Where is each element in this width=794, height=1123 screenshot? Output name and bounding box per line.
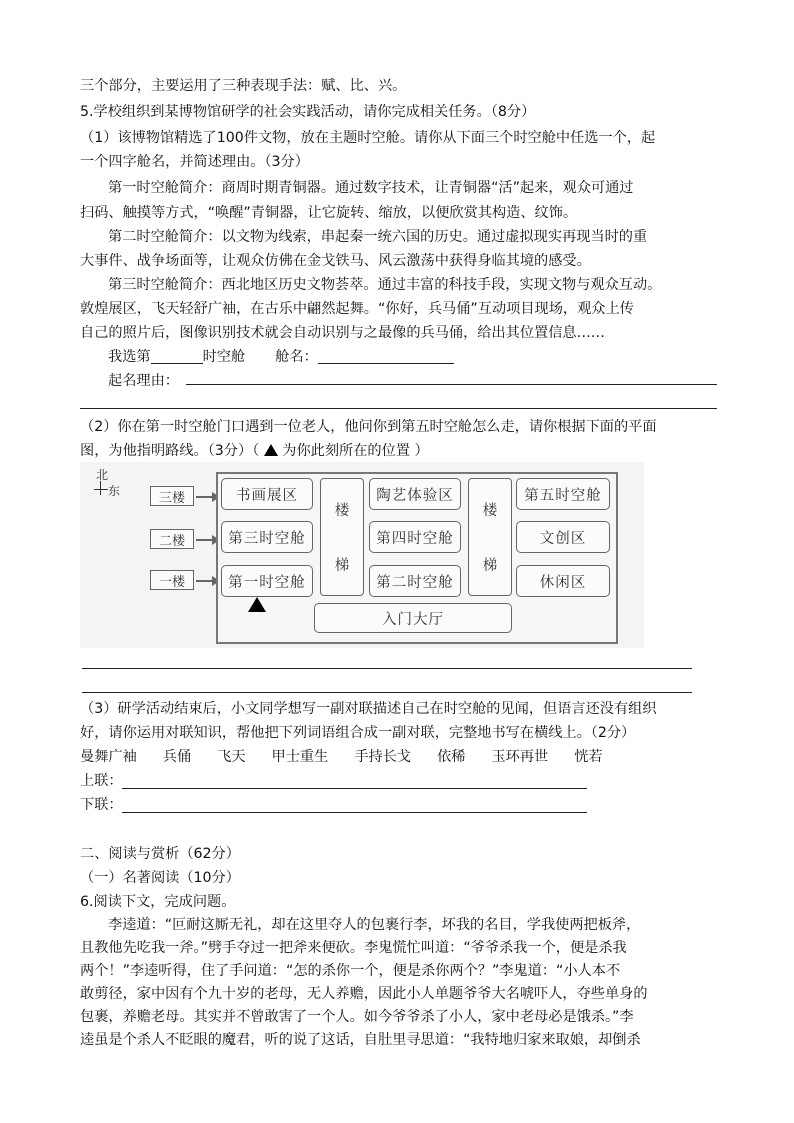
floor-plan bbox=[80, 462, 644, 648]
reason-label: 起名理由： bbox=[108, 373, 179, 389]
reason-answer-line[interactable] bbox=[186, 384, 717, 385]
floor-1-tag: 一楼 bbox=[150, 570, 194, 590]
stairs-label-char: 楼 bbox=[482, 503, 498, 519]
arrow-icon bbox=[196, 496, 218, 498]
subsection-1-heading: （一）名著阅读（10分） bbox=[80, 870, 240, 886]
question-5-title: 5.学校组织到某博物馆研学的社会实践活动，请你完成相关任务。（8分） bbox=[80, 104, 536, 120]
room-capsule-5: 第五时空舱 bbox=[516, 478, 610, 510]
vocab-word: 玉环再世 bbox=[491, 749, 549, 765]
vocab-word: 手持长戈 bbox=[354, 749, 412, 765]
capsule-2-intro: 第二时空舱简介：以文物为线索，串起秦一统六国的历史。通过虚拟现实再现当时的重 bbox=[108, 229, 648, 245]
passage-line: 包裹，养赡老母。其实并不曾敢害了一个人。如今爷爷杀了小人，家中老母必是饿杀。”李 bbox=[80, 1009, 634, 1025]
room-capsule-1: 第一时空舱 bbox=[221, 565, 313, 597]
choice-line bbox=[108, 346, 454, 368]
question-5-3-text: （3）研学活动结束后，小文同学想写一副对联描述自己在时空舱的见闻，但语言还没有组织 bbox=[80, 701, 657, 717]
route-answer-line[interactable] bbox=[82, 692, 692, 693]
capsule-number-blank[interactable] bbox=[151, 347, 203, 364]
vocabulary-list bbox=[80, 746, 629, 768]
passage-line: 逵虽是个杀人不眨眼的魔君，听的说了这话，自肚里寻思道：“我特地归家来取娘，却倒杀 bbox=[80, 1032, 641, 1048]
upper-couplet-answer-line[interactable] bbox=[122, 788, 587, 789]
room-calligraphy: 书画展区 bbox=[221, 478, 313, 510]
vocab-word: 依稀 bbox=[437, 749, 466, 765]
passage-line: 敢剪径，家中因有个九十岁的老母，无人养赡，因此小人单题爷爷大名唬吓人，夺些单身的 bbox=[80, 986, 648, 1002]
vocab-word: 甲士重生 bbox=[271, 749, 329, 765]
room-leisure: 休闲区 bbox=[516, 565, 610, 597]
stairs-west bbox=[320, 478, 364, 596]
stairs-east bbox=[468, 478, 512, 596]
capsule-name-blank[interactable] bbox=[318, 347, 454, 364]
name-label: 舱名： bbox=[275, 349, 318, 365]
question-5-2-prefix: 图，为他指明路线。（3分）（ bbox=[80, 443, 260, 459]
capsule-3-intro: 敦煌展区，飞天轻舒广袖，在古乐中翩然起舞。“你好，兵马俑”互动项目现场，观众上传 bbox=[80, 301, 634, 317]
question-5-2-text: （2）你在第一时空舱门口遇到一位老人，他问你到第五时空舱怎么走，请你根据下面的平面 bbox=[80, 419, 657, 435]
compass-east-label: 东 bbox=[108, 484, 121, 498]
room-entrance-hall: 入门大厅 bbox=[314, 603, 512, 633]
arrow-icon bbox=[196, 539, 218, 541]
question-5-2-suffix: 为你此刻所在的位置 ） bbox=[282, 443, 429, 459]
capsule-3-intro: 自己的照片后，图像识别技术就会自动识别与之最像的兵马俑，给出其位置信息…… bbox=[80, 325, 605, 341]
capsule-2-intro: 大事件、战争场面等，让观众仿佛在金戈铁马、风云激荡中获得身临其境的感受。 bbox=[80, 253, 591, 269]
compass-north-label: 北 bbox=[96, 468, 109, 482]
question-6-title: 6.阅读下文，完成问题。 bbox=[80, 894, 236, 910]
room-capsule-2: 第二时空舱 bbox=[369, 565, 461, 597]
passage-line: 李逵道：“叵耐这厮无礼，却在这里夺人的包裹行李，坏我的名目，学我使两把板斧， bbox=[108, 917, 641, 933]
room-capsule-3: 第三时空舱 bbox=[221, 521, 313, 553]
arrow-icon bbox=[196, 580, 218, 582]
stairs-label-char: 梯 bbox=[334, 558, 350, 574]
passage-line: 且教他先吃我一斧。”劈手夺过一把斧来便砍。李鬼慌忙叫道：“爷爷杀我一个，便是杀我 bbox=[80, 940, 627, 956]
vocab-word: 曼舞广袖 bbox=[80, 749, 137, 765]
room-cultural-creative: 文创区 bbox=[516, 521, 610, 553]
choose-suffix: 时空舱 bbox=[202, 349, 246, 365]
lower-couplet-answer-line[interactable] bbox=[122, 812, 587, 813]
capsule-3-intro: 第三时空舱简介：西北地区历史文物荟萃。通过丰富的科技手段，实现文物与观众互动。 bbox=[108, 277, 662, 293]
passage-line: 两个！”李逵听得，住了手问道：“怎的杀你一个，便是杀你两个？”李鬼道：“小人本不 bbox=[80, 963, 621, 979]
floor-3-tag: 三楼 bbox=[150, 486, 194, 506]
question-5-3-text: 好，请你运用对联知识，帮他把下列词语组合成一副对联，完整地书写在横线上。（2分） bbox=[80, 725, 636, 741]
vocab-word: 飞天 bbox=[217, 749, 246, 765]
vocab-word: 兵俑 bbox=[162, 749, 192, 765]
room-pottery: 陶艺体验区 bbox=[369, 478, 461, 510]
question-5-2-text bbox=[80, 440, 429, 462]
question-5-1-text: 一个四字舱名，并简述理由。（3分） bbox=[80, 154, 309, 170]
room-capsule-4: 第四时空舱 bbox=[369, 521, 461, 553]
question-5-1-text: （1）该博物馆精选了100件文物，放在主题时空舱。请你从下面三个时空舱中任选一个，起 bbox=[80, 130, 656, 146]
choose-prefix: 我选第 bbox=[108, 349, 151, 365]
lower-couplet-label: 下联： bbox=[80, 797, 123, 813]
capsule-1-intro: 扫码、触摸等方式，“唤醒”青铜器，让它旋转、缩放，以便欣赏其构造、纹饰。 bbox=[80, 205, 578, 221]
capsule-1-intro: 第一时空舱简介：商周时期青铜器。通过数字技术，让青铜器“活”起来，观众可通过 bbox=[108, 180, 634, 196]
floor-2-tag: 二楼 bbox=[150, 529, 194, 549]
vocab-word: 恍若 bbox=[574, 749, 603, 765]
position-marker-icon bbox=[264, 444, 278, 456]
text-line: 三个部分，主要运用了三种表现手法：赋、比、兴。 bbox=[80, 78, 407, 94]
current-position-marker-icon bbox=[248, 597, 266, 612]
stairs-label-char: 楼 bbox=[334, 503, 350, 519]
route-answer-line[interactable] bbox=[82, 668, 692, 669]
section-2-heading: 二、阅读与赏析（62分） bbox=[80, 846, 240, 862]
stairs-label-char: 梯 bbox=[482, 558, 498, 574]
upper-couplet-label: 上联： bbox=[80, 773, 123, 789]
compass bbox=[90, 466, 120, 497]
reason-answer-line[interactable] bbox=[80, 408, 717, 409]
